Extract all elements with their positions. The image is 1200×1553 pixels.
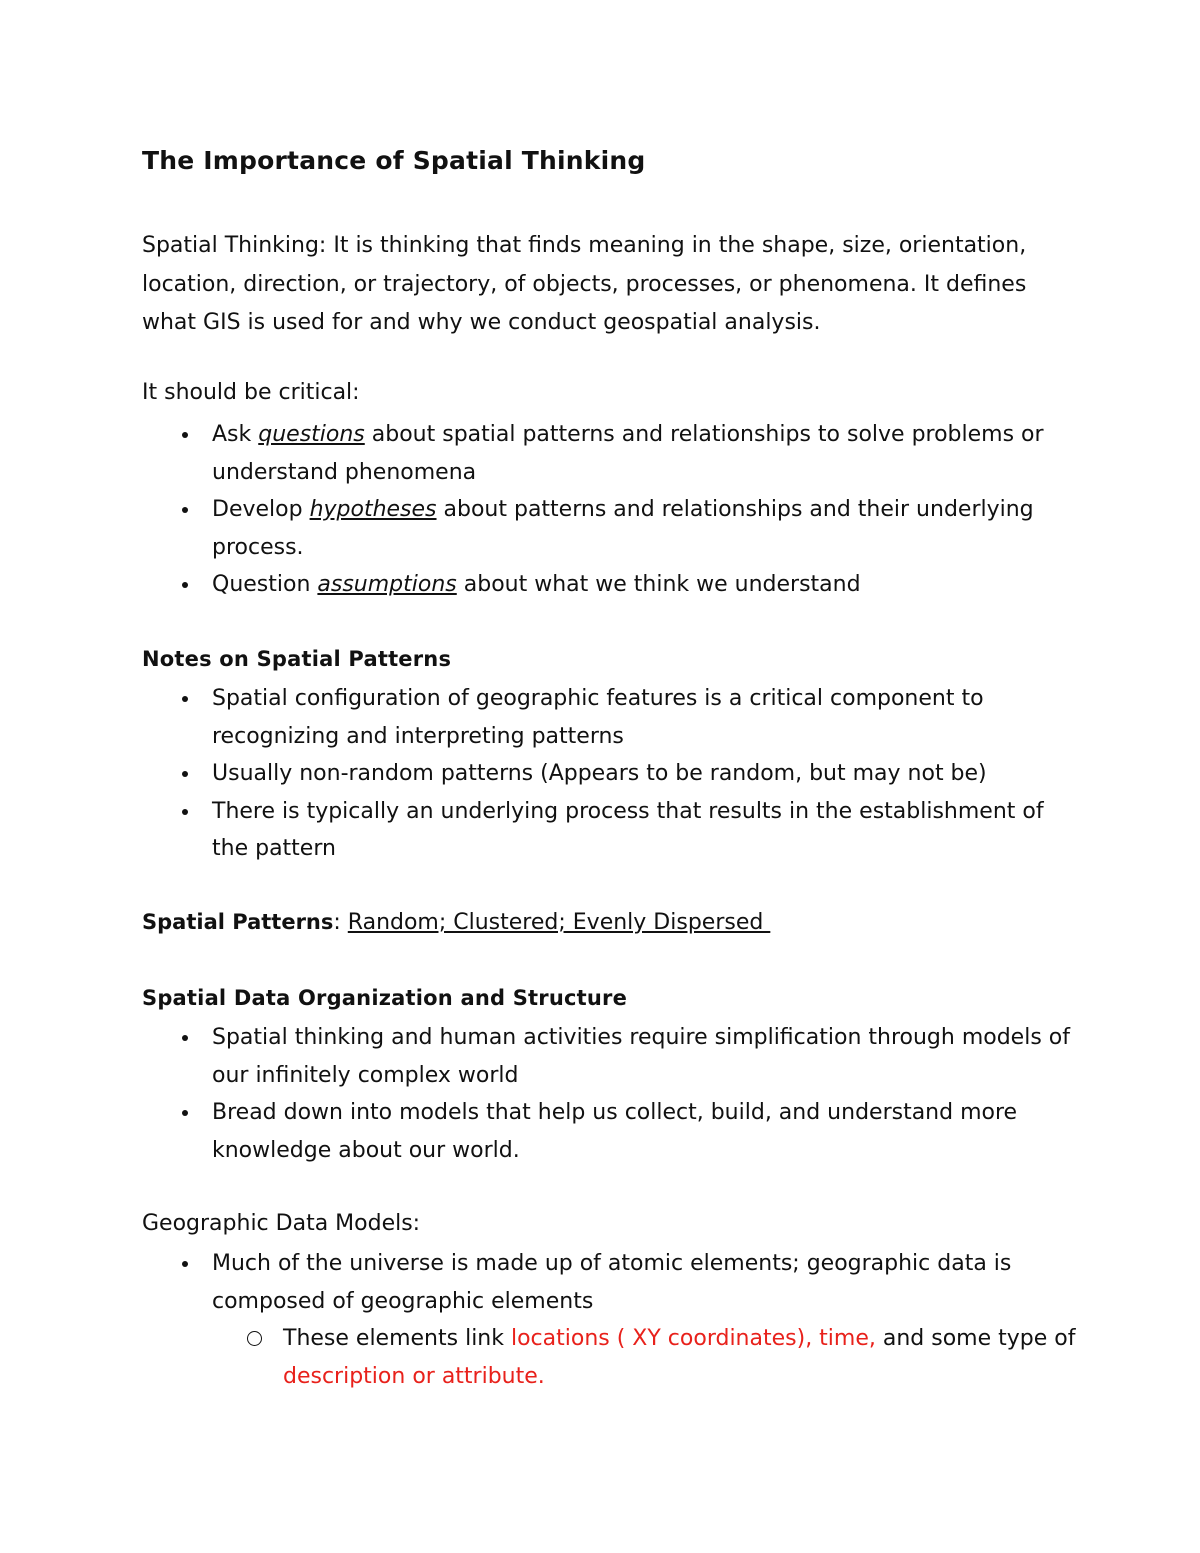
organization-heading: Spatial Data Organization and Structure <box>142 986 628 1010</box>
spatial-patterns-line: Spatial Patterns: Random; Clustered; Evenly Dispersed <box>142 910 771 935</box>
emphasis-assumptions: assumptions <box>317 572 457 597</box>
list-item: Spatial configuration of geographic features is a critical component to recognizing and interpreting patterns <box>0 680 1080 755</box>
list-item: Much of the universe is made up of atomic elements; geographic data is composed of geographic elements <box>0 1245 1080 1320</box>
list-item: Question assumptions about what we think we understand <box>0 566 1080 604</box>
emphasis-questions: questions <box>258 422 365 447</box>
critical-intro: It should be critical: <box>142 380 360 405</box>
definition-paragraph: Spatial Thinking: It is thinking that finds meaning in the shape, size, orientation, location, direction, or trajectory, of objects, processes, or phenomena. It defines what GIS is used for and why we conduct geospatial analysis. <box>142 233 1027 335</box>
models-intro: Geographic Data Models: <box>142 1211 421 1236</box>
list-item: There is typically an underlying process that results in the establishment of the pattern <box>0 793 1080 868</box>
models-list <box>0 1245 1080 1320</box>
list-item: Ask questions about spatial patterns and relationships to solve problems or understand phenomena <box>0 416 1080 491</box>
models-sublist <box>0 1320 1080 1396</box>
notes-list <box>0 680 1080 868</box>
list-item: Spatial thinking and human activities require simplification through models of our infinitely complex world <box>0 1019 1080 1094</box>
spatial-patterns-label: Spatial Patterns <box>142 910 334 934</box>
notes-heading: Notes on Spatial Patterns <box>142 647 452 671</box>
list-item: Develop hypotheses about patterns and relationships and their underlying process. <box>0 491 1080 566</box>
sub-list-item: These elements link locations ( XY coordinates), time, and some type of description or attribute. <box>0 1320 1080 1396</box>
organization-list <box>0 1019 1080 1169</box>
list-item: Usually non-random patterns (Appears to be random, but may not be) <box>0 755 1080 793</box>
emphasis-hypotheses: hypotheses <box>309 497 437 522</box>
list-item: Bread down into models that help us collect, build, and understand more knowledge about our world. <box>0 1094 1080 1169</box>
highlight-locations-time: locations ( XY coordinates), time, <box>510 1326 876 1351</box>
document-title: The Importance of Spatial Thinking <box>142 146 646 175</box>
spatial-patterns-value: Random; Clustered; Evenly Dispersed <box>347 910 771 935</box>
highlight-description-attribute: description or attribute. <box>283 1364 545 1389</box>
critical-list <box>0 416 1080 604</box>
